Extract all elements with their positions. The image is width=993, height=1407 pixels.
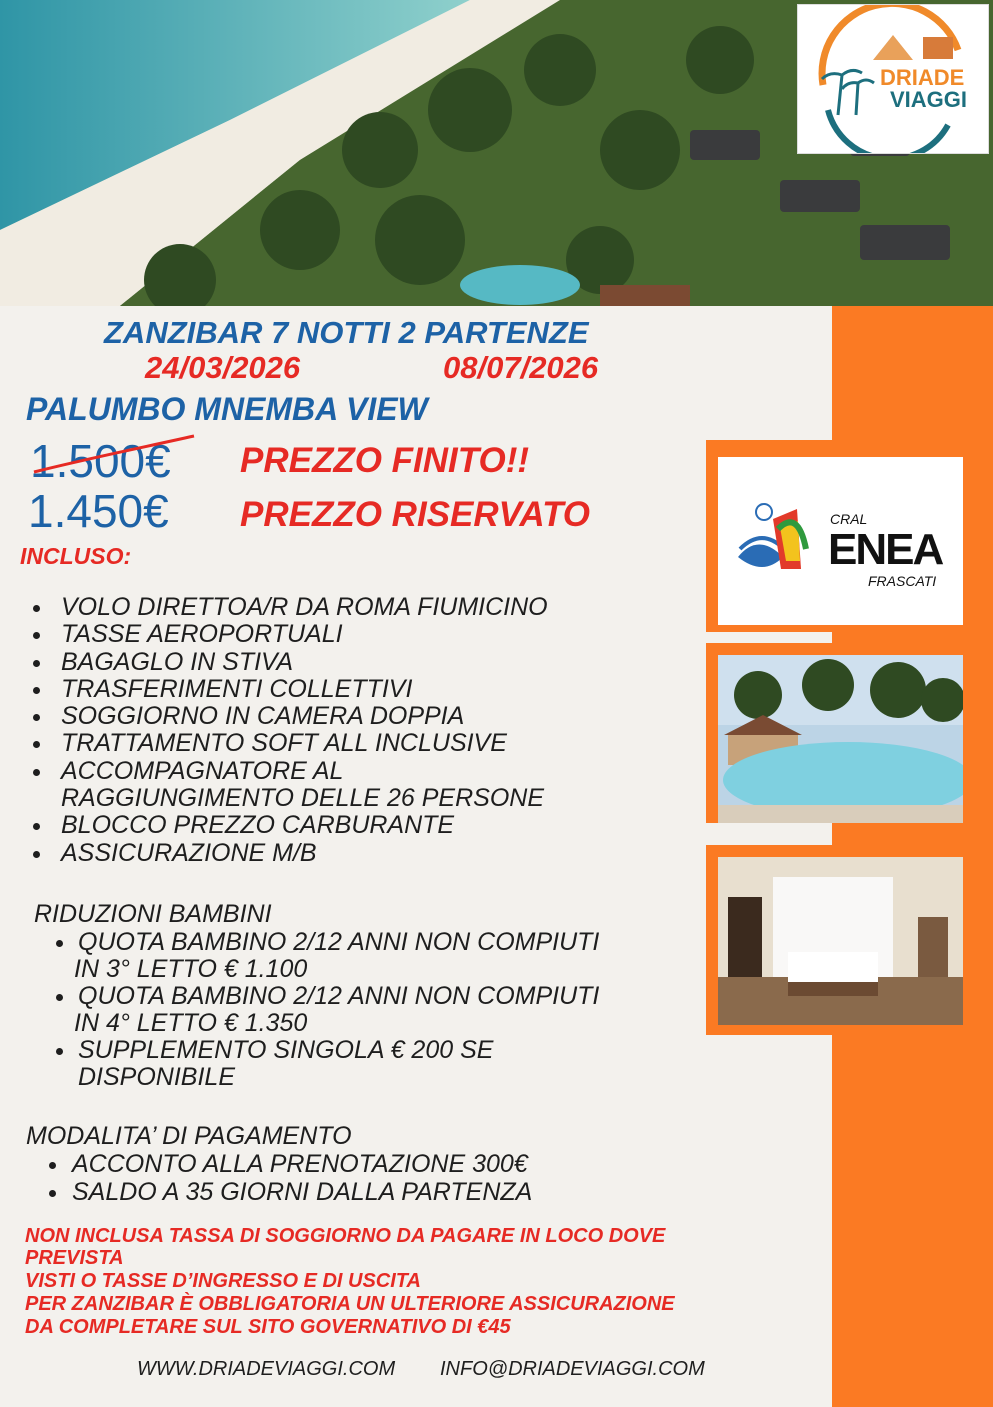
- list-item: SUPPLEMENTO SINGOLA € 200 SE: [0, 1037, 599, 1064]
- note-line: PER ZANZIBAR È OBBLIGATORIA UN ULTERIORE ASSICURAZIONE: [25, 1293, 675, 1315]
- list-item: TRATTAMENTO SOFT ALL INCLUSIVE: [0, 730, 548, 757]
- included-list: [0, 594, 548, 867]
- list-item-continuation: IN 3° LETTO € 1.100: [74, 955, 308, 983]
- partner-main-text: ENEA: [828, 525, 943, 574]
- partner-top-text: CRAL: [830, 511, 868, 527]
- list-item: QUOTA BAMBINO 2/12 ANNI NON COMPIUTI: [0, 983, 599, 1010]
- reserved-price-label: PREZZO RISERVATO: [240, 495, 591, 534]
- list-item: VOLO DIRETTOA/R DA ROMA FIUMICINO: [0, 594, 548, 621]
- hotel-name: PALUMBO MNEMBA VIEW: [26, 391, 428, 427]
- footer-website-link[interactable]: WWW.DRIADEVIAGGI.COM: [137, 1358, 396, 1380]
- note-line: VISTI O TASSE D’INGRESSO E DI USCITA: [25, 1270, 421, 1292]
- cral-enea-logo: [718, 457, 963, 625]
- list-item: ACCONTO ALLA PRENOTAZIONE 300€: [0, 1151, 532, 1179]
- list-item: QUOTA BAMBINO 2/12 ANNI NON COMPIUTI: [0, 929, 599, 956]
- logo-text-viaggi: VIAGGI: [890, 87, 968, 112]
- bedroom-photo: [718, 857, 963, 1025]
- list-item: BAGAGLO IN STIVA: [0, 649, 548, 676]
- list-item: BLOCCO PREZZO CARBURANTE: [0, 812, 548, 839]
- partner-bottom-text: FRASCATI: [868, 573, 937, 589]
- pool-photo: [718, 655, 963, 823]
- list-item: SOGGIORNO IN CAMERA DOPPIA: [0, 703, 548, 730]
- list-item-continuation: IN 4° LETTO € 1.350: [74, 1009, 308, 1037]
- pool-illustration: [718, 655, 963, 823]
- departure-date-1: 24/03/2026: [145, 350, 301, 385]
- list-item: ACCOMPAGNATORE AL: [0, 758, 548, 785]
- payment-heading: MODALITA’ DI PAGAMENTO: [26, 1122, 352, 1150]
- driade-viaggi-logo: [797, 4, 989, 154]
- list-item: TASSE AEROPORTUALI: [0, 621, 548, 648]
- departure-date-2: 08/07/2026: [443, 350, 599, 385]
- list-item-continuation: RAGGIUNGIMENTO DELLE 26 PERSONE: [61, 784, 544, 813]
- logo-text-driade: DRIADE: [880, 65, 965, 90]
- note-line: DA COMPLETARE SUL SITO GOVERNATIVO DI €45: [25, 1316, 511, 1338]
- children-list: [0, 929, 599, 1091]
- bedroom-illustration: [718, 857, 963, 1025]
- footer-email-link[interactable]: INFO@DRIADEVIAGGI.COM: [440, 1358, 705, 1380]
- price-strikethrough: [30, 428, 200, 488]
- note-line: PREVISTA: [25, 1247, 124, 1269]
- list-item: ASSICURAZIONE M/B: [0, 840, 548, 867]
- old-price-label: PREZZO FINITO!!: [240, 441, 530, 480]
- included-heading: INCLUSO:: [20, 543, 132, 569]
- list-item-continuation: DISPONIBILE: [78, 1063, 235, 1091]
- payment-list: [0, 1151, 532, 1206]
- list-item: TRASFERIMENTI COLLETTIVI: [0, 676, 548, 703]
- note-line: NON INCLUSA TASSA DI SOGGIORNO DA PAGARE IN LOCO DOVE: [25, 1225, 666, 1247]
- old-price: 1.500€: [30, 435, 171, 487]
- trip-title: ZANZIBAR 7 NOTTI 2 PARTENZE: [104, 315, 589, 350]
- children-heading: RIDUZIONI BAMBINI: [34, 900, 272, 928]
- reserved-price: 1.450€: [28, 485, 169, 537]
- list-item: SALDO A 35 GIORNI DALLA PARTENZA: [0, 1179, 532, 1207]
